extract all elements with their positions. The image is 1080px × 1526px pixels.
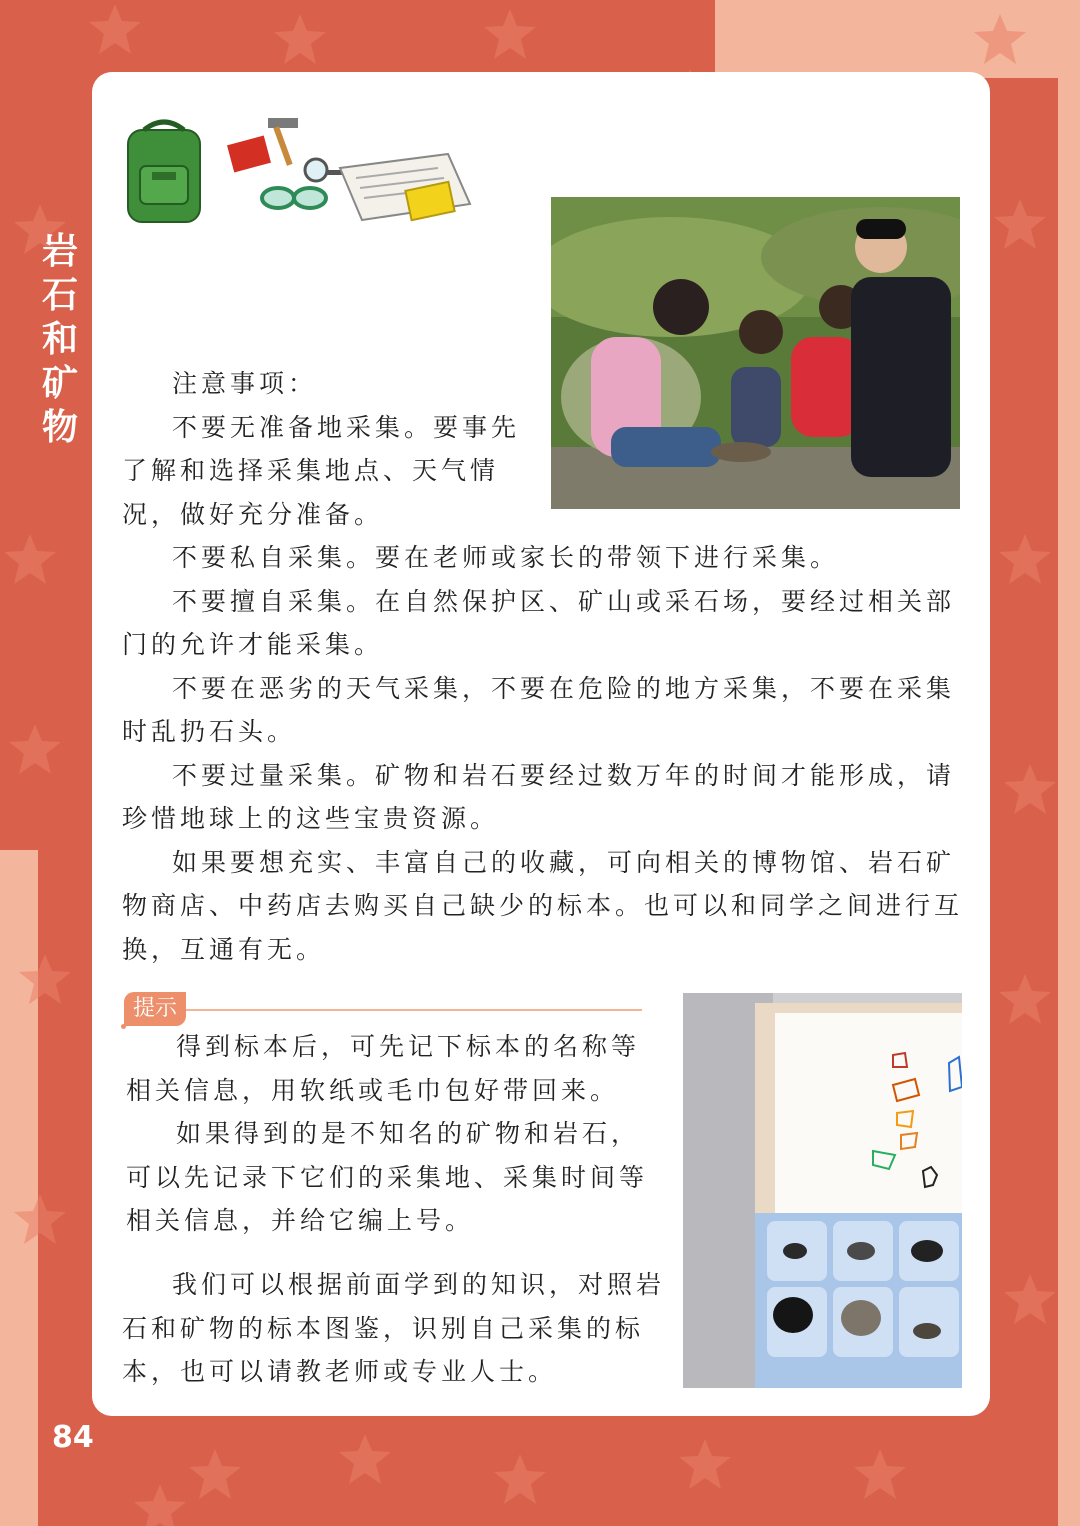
closing-section xyxy=(122,1263,672,1394)
tip-paragraph: 如果得到的是不知名的矿物和岩石，可以先记录下它们的采集地、采集时间等相关信息，并给它编上号。 xyxy=(126,1119,649,1235)
notes-section xyxy=(122,362,542,536)
note-paragraph: 不要过量采集。矿物和岩石要经过数万年的时间才能形成，请珍惜地球上的这些宝贵资源。 xyxy=(122,760,956,833)
hammer-icon xyxy=(268,118,298,166)
page-number: 84 xyxy=(52,1420,94,1455)
note-paragraph: 不要私自采集。要在老师或家长的带领下进行采集。 xyxy=(172,543,840,572)
notes-section-continued xyxy=(122,536,964,971)
goggles-icon xyxy=(262,188,326,208)
closing-paragraph: 我们可以根据前面学到的知识，对照岩石和矿物的标本图鉴，识别自己采集的标本，也可以请教老师或专业人士。 xyxy=(122,1270,666,1386)
side-title-char: 物 xyxy=(41,407,78,448)
note-paragraph: 如果要想充实、丰富自己的收藏，可向相关的博物馆、岩石矿物商店、中药店去购买自己缺少的标本。也可以和同学之间进行互换，互通有无。 xyxy=(122,847,964,964)
side-title-char: 岩 xyxy=(41,231,78,272)
field-collecting-photo xyxy=(551,197,960,509)
side-title-char: 矿 xyxy=(41,363,78,404)
tip-section xyxy=(126,1025,666,1243)
tip-label: 提示 xyxy=(124,992,186,1026)
note-paragraph: 不要无准备地采集。要事先了解和选择采集地点、天气情况，做好充分准备。 xyxy=(122,412,521,529)
tip-paragraph: 得到标本后，可先记下标本的名称等相关信息，用软纸或毛巾包好带回来。 xyxy=(126,1032,641,1105)
note-paragraph: 不要在恶劣的天气采集，不要在危险的地方采集，不要在采集时乱扔石头。 xyxy=(122,673,956,746)
collecting-tools-illustration xyxy=(118,112,478,232)
notes-heading: 注意事项： xyxy=(172,369,318,398)
book-icon xyxy=(227,136,271,173)
note-paragraph: 不要擅自采集。在自然保护区、矿山或采石场，要经过相关部门的允许才能采集。 xyxy=(122,586,956,659)
side-title-char: 石 xyxy=(41,275,78,316)
side-title-char: 和 xyxy=(41,319,78,360)
backpack-icon xyxy=(128,122,200,222)
tip-divider-line xyxy=(180,1009,642,1011)
chapter-side-title xyxy=(38,230,82,450)
specimen-box-photo xyxy=(683,993,962,1388)
